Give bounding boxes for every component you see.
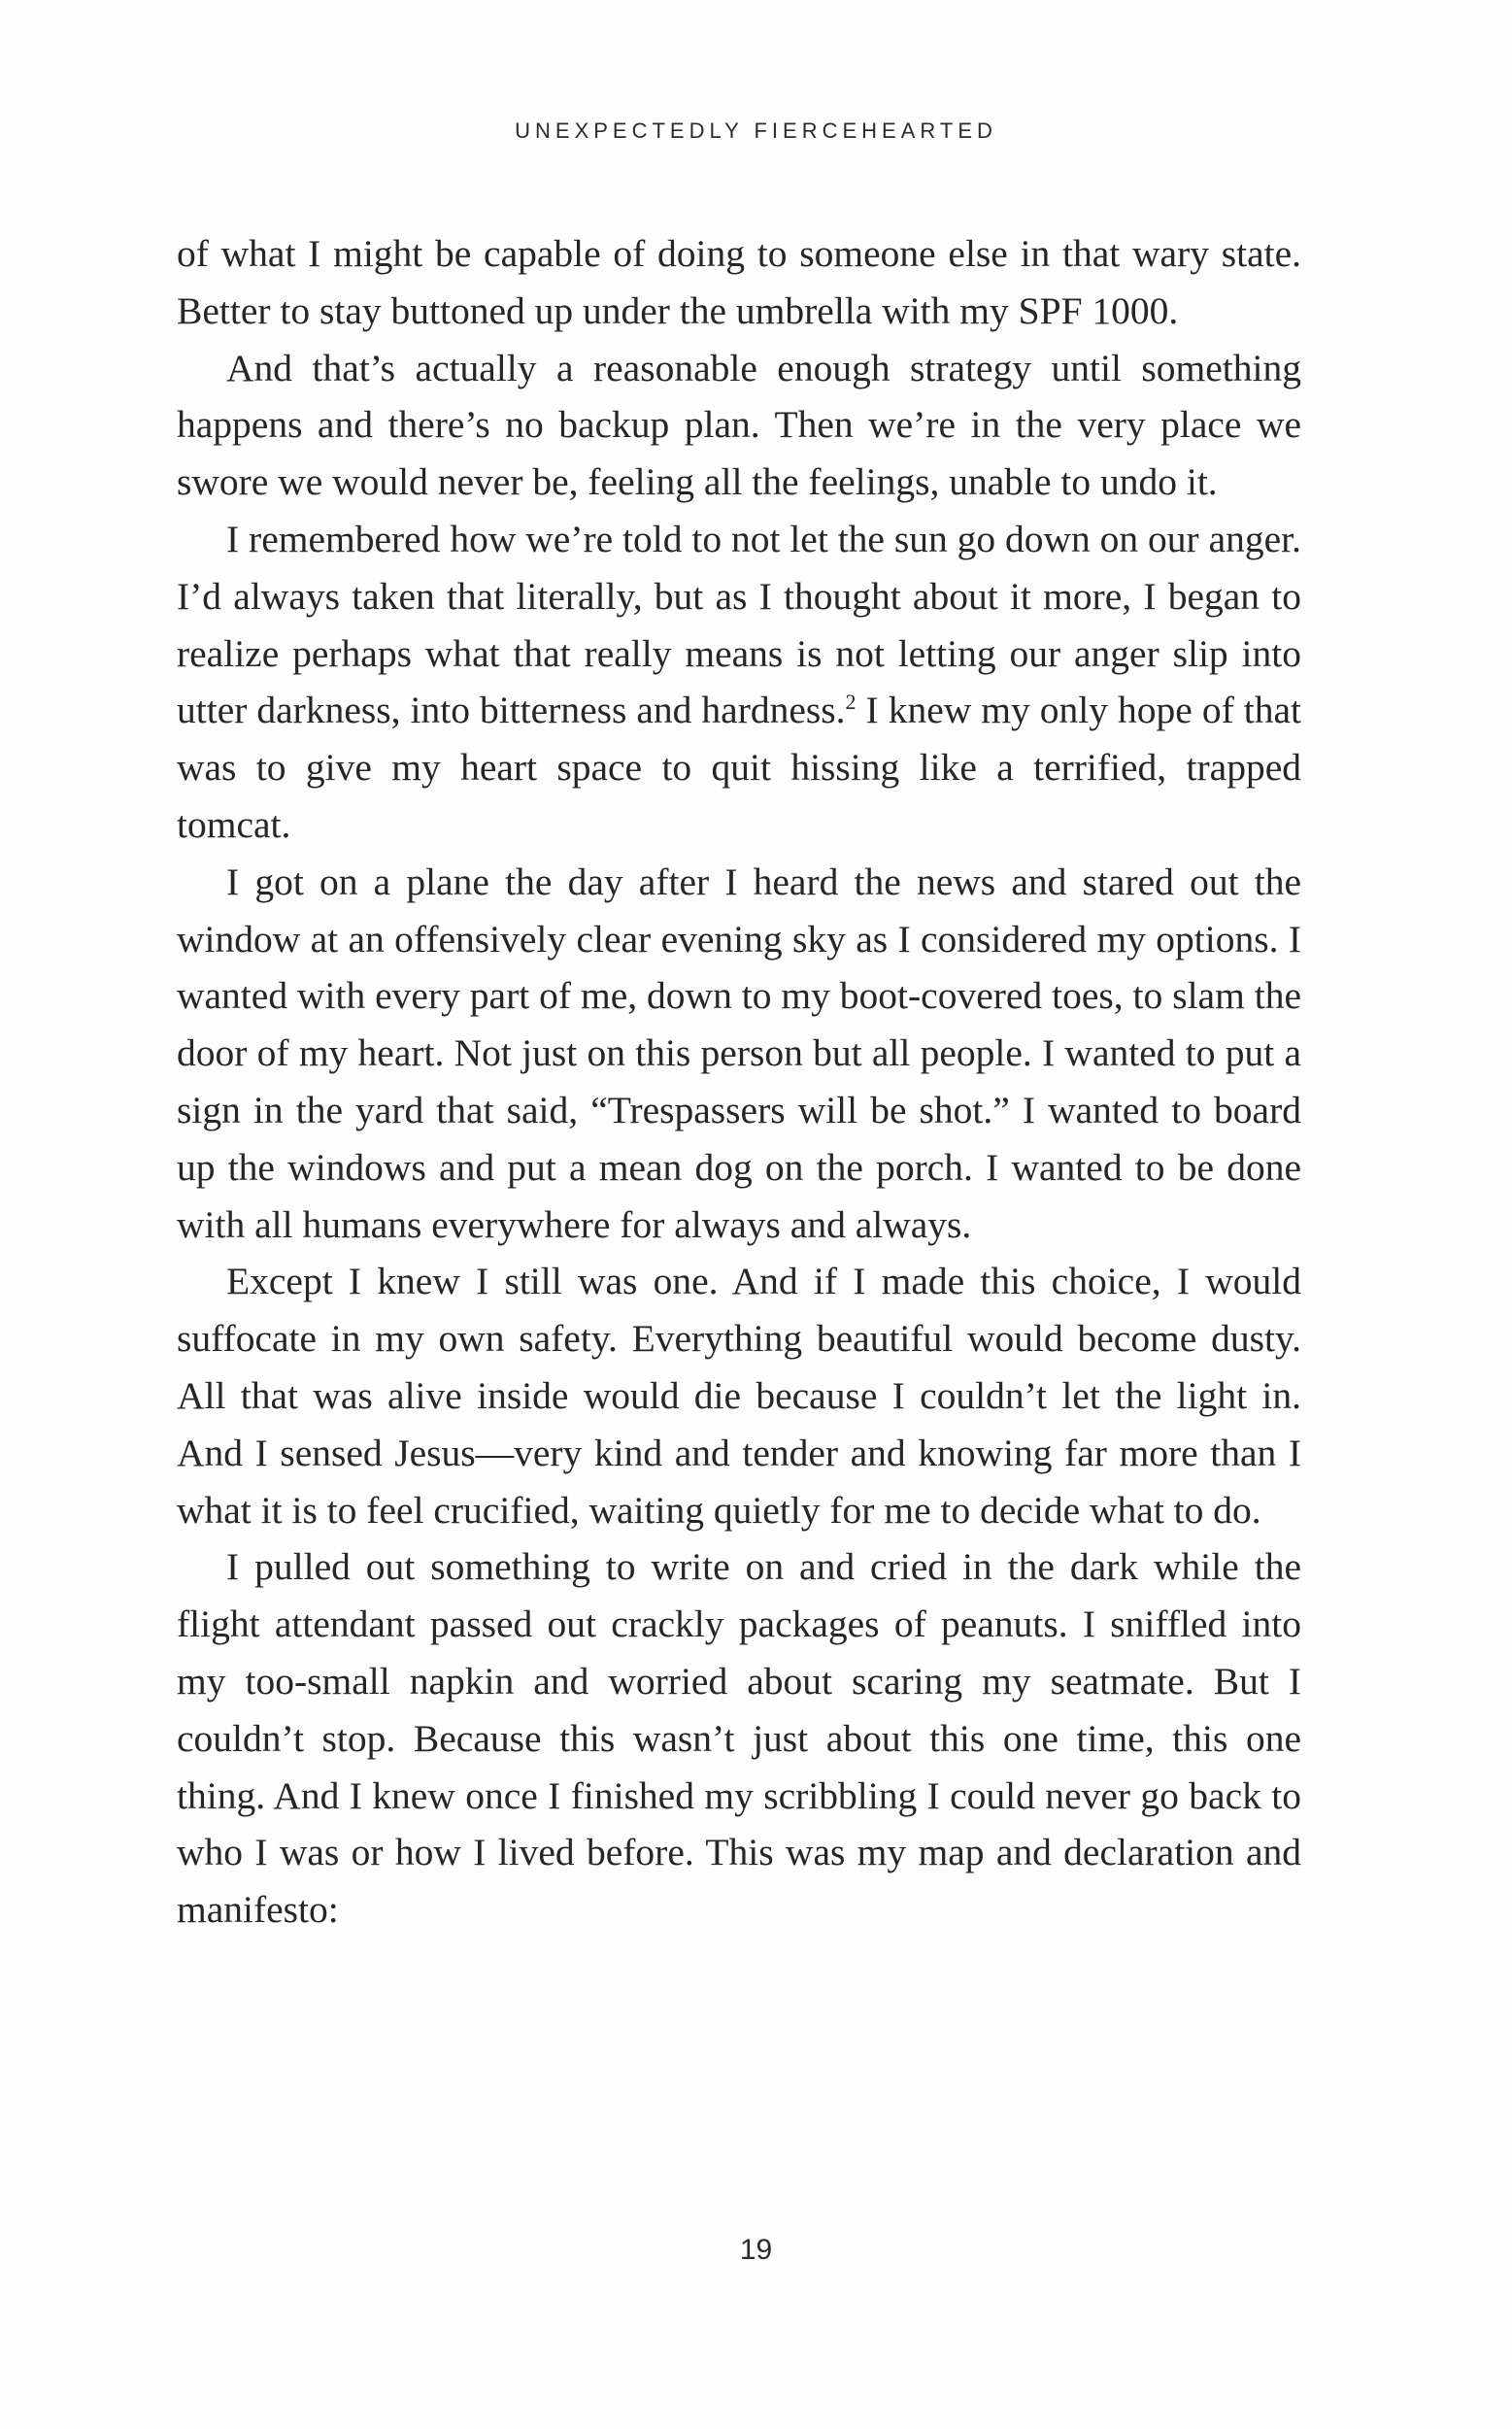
paragraph-1: of what I might be capable of doing to someone else in that wary state. Better to stay buttoned up under the umbrella with my SPF 1000.	[177, 232, 1301, 332]
paragraph-6: I pulled out something to write on and cried in the dark while the flight attendant passed out crackly packages of peanuts. I sniffled into my too-small napkin and worried about scaring my seatmate. But I couldn’t stop. Because this wasn’t just about this one time, this one thing. And I knew once I finished my scribbling I could never go back to who I was or how I lived before. This was my map and declaration and manifesto:	[177, 1545, 1301, 1932]
paragraph-2: And that’s actually a reasonable enough strategy until something happens and there’s no backup plan. Then we’re in the very place we swore we would never be, feeling all the feelings, unable to undo it.	[177, 346, 1301, 504]
page-number: 19	[739, 2234, 773, 2266]
paragraph-3-text-after-note: I knew my only hope of that was to give my heart space to quit hissing like a terrified, trapped tomcat.	[177, 689, 1301, 846]
paragraph-3-text-before-note: I remembered how we’re told to not let the sun go down on our anger. I’d always taken that literally, but as I thought about it more, I began to realize perhaps what that really means is not letting our anger slip into utter darkness, into bitterness and hardness.	[177, 517, 1301, 732]
paragraph-4: I got on a plane the day after I heard the news and stared out the window at an offensively clear evening sky as I considered my options. I wanted with every part of me, down to my boot-covered toes, to slam the door of my heart. Not just on this person but all people. I wanted to put a sign in the yard that said, “Trespassers will be shot.” I wanted to board up the windows and put a mean dog on the porch. I wanted to be done with all humans everywhere for always and always.	[177, 860, 1301, 1246]
body-text	[177, 225, 1301, 1939]
paragraph-5: Except I knew I still was one. And if I made this choice, I would suffocate in my own safety. Everything beautiful would become dusty. All that was alive inside would die because I couldn’t let the light in. And I sensed Jesus—very kind and tender and knowing far more than I what it is to feel crucified, waiting quietly for me to decide what to do.	[177, 1260, 1301, 1532]
paragraph-3	[177, 511, 1301, 854]
footnote-reference: 2	[845, 690, 857, 715]
running-header: UNEXPECTEDLY FIERCEHEARTED	[515, 118, 997, 143]
